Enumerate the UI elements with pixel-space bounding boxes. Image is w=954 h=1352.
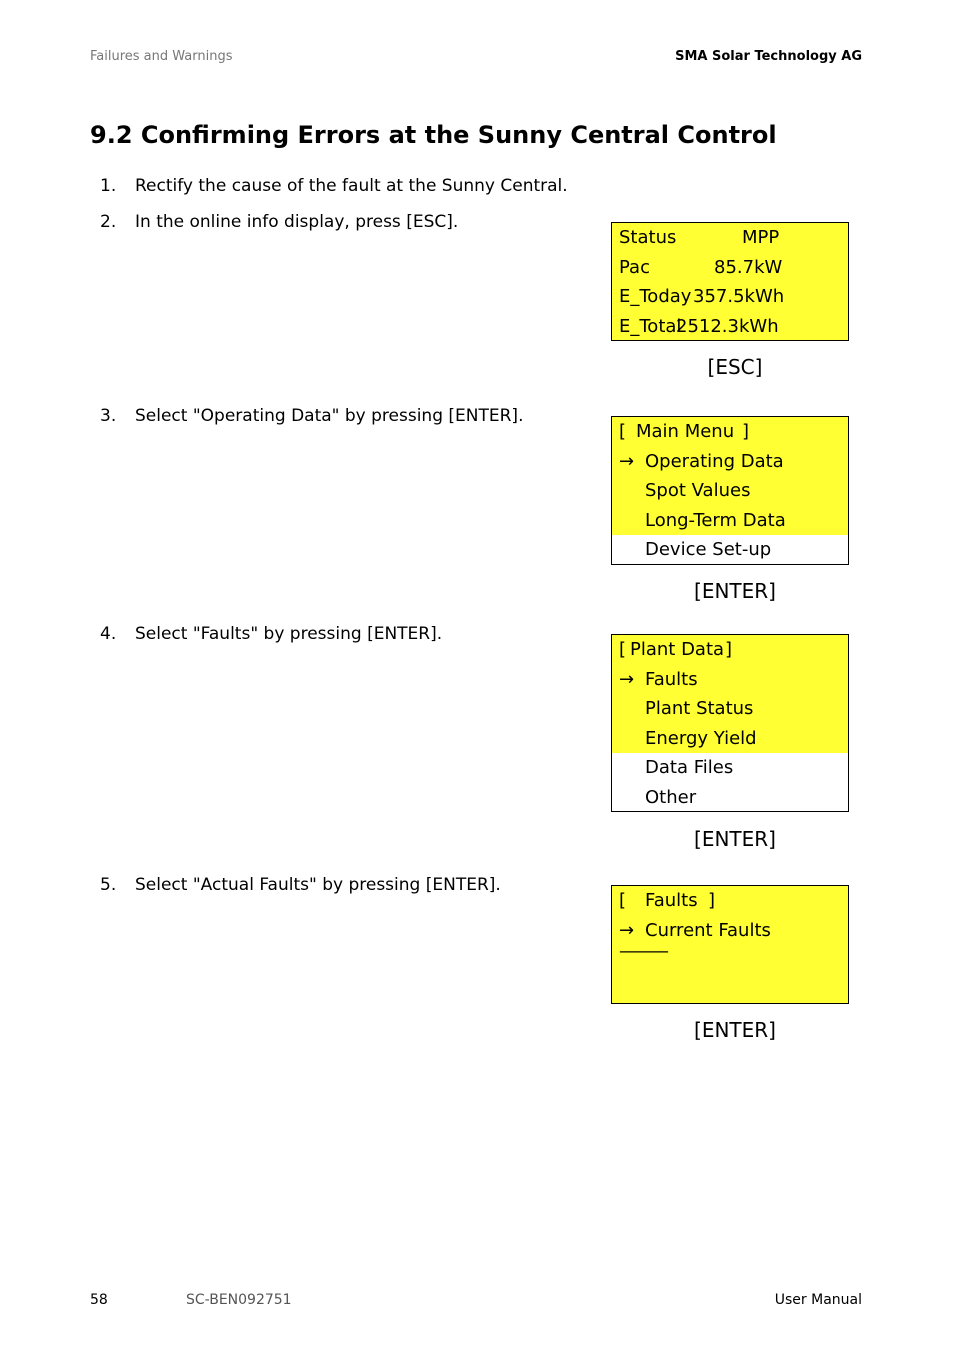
lcd-menu-item [612, 665, 848, 695]
etoday-label: E_Today [619, 286, 692, 308]
arrow-right-icon: → [619, 919, 635, 941]
menu-item-label: Current Faults [645, 919, 771, 941]
lcd-menu-item [612, 447, 848, 477]
bracket-open: [ [619, 639, 627, 660]
step-number: 3. [100, 406, 117, 426]
bracket-close: ] [708, 890, 716, 911]
step-5 [100, 875, 501, 895]
lcd-menu-item [612, 476, 848, 506]
lcd-row-pac [612, 253, 848, 283]
bracket-open: [ [619, 890, 627, 911]
lcd-menu-item [612, 753, 848, 783]
lcd-menu-item [612, 783, 848, 812]
pac-label: Pac [619, 256, 650, 278]
pac-value: 85.7kW [714, 256, 783, 278]
step-text: Select "Actual Faults" by pressing [ENTER]. [135, 875, 501, 895]
lcd-menu-item [612, 535, 848, 565]
etotal-value: 2512.3kWh [676, 315, 779, 337]
key-enter: [ENTER] [694, 1018, 776, 1042]
step-text: Select "Faults" by pressing [ENTER]. [135, 624, 443, 644]
menu-item-label: Device Set-up [645, 539, 772, 561]
section-title: 9.2 Confirming Errors at the Sunny Central Control [90, 121, 777, 149]
running-header-section: Failures and Warnings [90, 49, 233, 64]
document-id: SC-BEN092751 [186, 1292, 292, 1308]
key-enter: [ENTER] [694, 827, 776, 851]
footer-document-type: User Manual [774, 1292, 862, 1308]
lcd-menu-title [612, 417, 848, 447]
lcd-plant-data [611, 634, 849, 812]
lcd-menu-item [612, 724, 848, 754]
step-text: In the online info display, press [ESC]. [135, 212, 459, 232]
lcd-main-menu [611, 416, 849, 565]
lcd-menu-item [612, 506, 848, 536]
running-header-company: SMA Solar Technology AG [675, 49, 862, 64]
page-number: 58 [90, 1292, 108, 1308]
etotal-label: E_Total [619, 315, 682, 337]
lcd-menu-title [612, 635, 848, 665]
step-number: 1. [100, 176, 117, 196]
menu-item-label: Other [645, 786, 697, 808]
lcd-separator-row [612, 941, 848, 975]
menu-item-label: Energy Yield [645, 727, 757, 749]
lcd-separator: ——— [619, 941, 667, 963]
lcd-faults [611, 885, 849, 1004]
menu-title: Plant Data [630, 639, 725, 660]
menu-title: Faults [645, 890, 698, 911]
step-number: 5. [100, 875, 117, 895]
step-4 [100, 624, 442, 644]
step-3 [100, 406, 523, 426]
step-1 [100, 176, 568, 196]
menu-item-label: Plant Status [645, 698, 754, 720]
arrow-right-icon: → [619, 668, 635, 690]
lcd-menu-item [612, 694, 848, 724]
step-2 [100, 212, 458, 232]
lcd-row-etotal [612, 312, 848, 341]
menu-item-label: Data Files [645, 757, 734, 779]
step-text: Select "Operating Data" by pressing [ENTER]. [135, 406, 524, 426]
lcd-menu-title [612, 886, 848, 916]
bracket-open: [ [619, 421, 627, 442]
status-value: MPP [742, 227, 780, 248]
bracket-close: ] [742, 421, 750, 442]
key-esc: [ESC] [707, 355, 763, 379]
arrow-right-icon: → [619, 450, 635, 472]
menu-title: Main Menu [636, 421, 735, 442]
key-enter: [ENTER] [694, 579, 776, 603]
status-label: Status [619, 227, 677, 248]
menu-item-label: Long-Term Data [645, 509, 786, 531]
step-number: 2. [100, 212, 117, 232]
bracket-close: ] [725, 639, 733, 660]
menu-item-label: Spot Values [645, 480, 751, 502]
lcd-row-etoday [612, 282, 848, 312]
step-number: 4. [100, 624, 117, 644]
etoday-value: 357.5kWh [693, 286, 785, 308]
step-text: Rectify the cause of the fault at the Sunny Central. [135, 176, 568, 196]
menu-item-label: Operating Data [645, 450, 784, 472]
menu-item-label: Faults [645, 668, 698, 690]
lcd-row-status [612, 223, 848, 253]
lcd-online-info [611, 222, 849, 341]
